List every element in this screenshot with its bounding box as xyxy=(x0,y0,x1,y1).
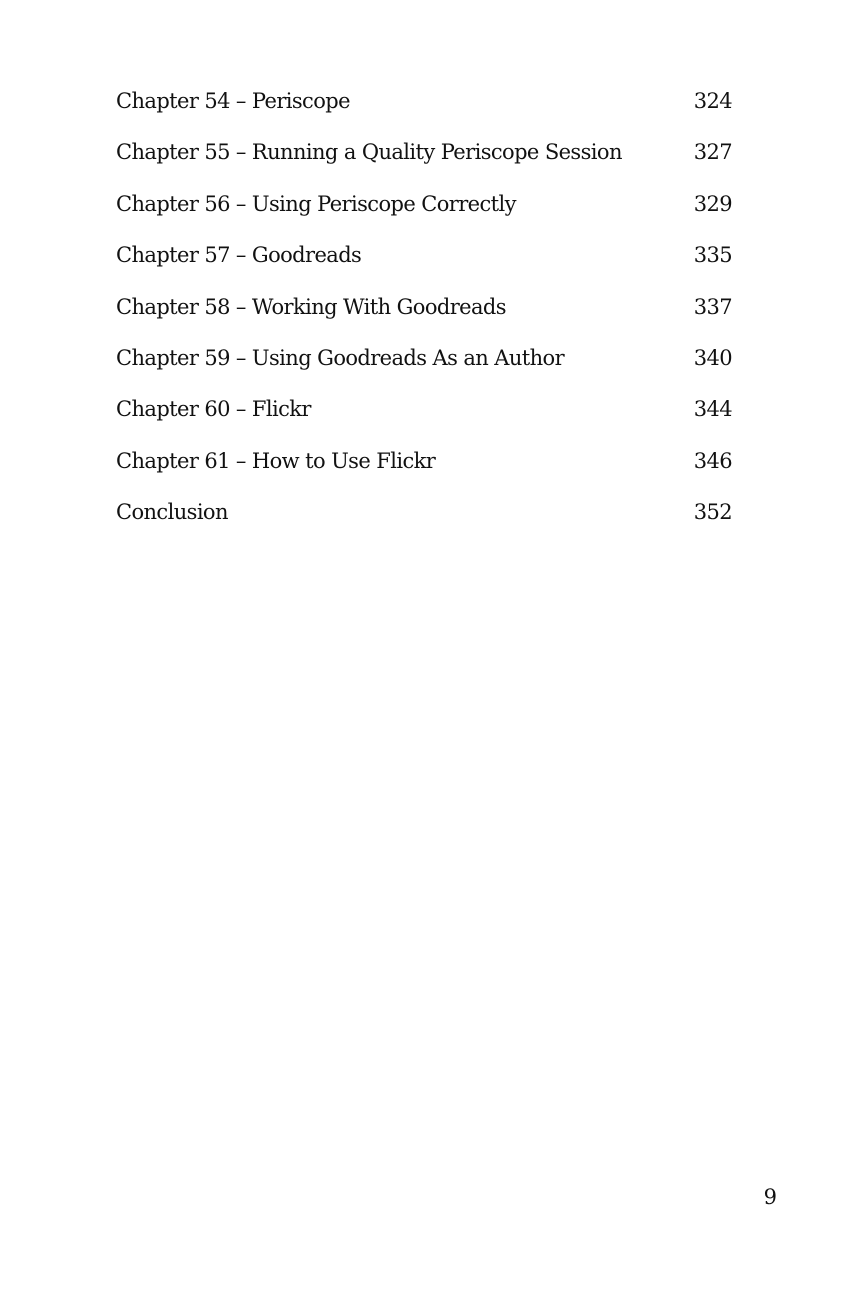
toc-entry-title: Chapter 60 – Flickr xyxy=(116,397,311,422)
table-of-contents xyxy=(116,86,732,549)
toc-entry-page: 329 xyxy=(693,191,732,216)
toc-entry xyxy=(116,497,732,548)
toc-entry-title: Chapter 58 – Working With Goodreads xyxy=(116,294,506,319)
toc-entry xyxy=(116,137,732,188)
toc-entry xyxy=(116,343,732,394)
toc-entry-page: 337 xyxy=(693,294,732,319)
toc-entry-title: Conclusion xyxy=(116,500,228,525)
toc-entry-title: Chapter 54 – Periscope xyxy=(116,89,350,113)
toc-entry-page: 344 xyxy=(693,397,732,422)
toc-entry-title: Chapter 59 – Using Goodreads As an Author xyxy=(116,345,565,370)
page-number: 9 xyxy=(763,1185,777,1209)
toc-entry-page: 335 xyxy=(693,243,732,268)
toc-entry-page: 324 xyxy=(693,89,732,113)
toc-entry-page: 352 xyxy=(693,500,732,525)
toc-entry xyxy=(116,446,732,497)
toc-entry xyxy=(116,240,732,291)
toc-entry xyxy=(116,189,732,240)
toc-entry-title: Chapter 57 – Goodreads xyxy=(116,243,362,268)
toc-entry-title: Chapter 61 – How to Use Flickr xyxy=(116,448,436,473)
toc-entry-page: 327 xyxy=(693,140,732,165)
toc-entry xyxy=(116,86,732,137)
toc-entry-title: Chapter 56 – Using Periscope Correctly xyxy=(116,191,516,216)
toc-entry-page: 346 xyxy=(693,448,732,473)
toc-entry-page: 340 xyxy=(693,345,732,370)
toc-entry xyxy=(116,292,732,343)
toc-entry-title: Chapter 55 – Running a Quality Periscope Session xyxy=(116,140,622,165)
toc-entry xyxy=(116,394,732,445)
